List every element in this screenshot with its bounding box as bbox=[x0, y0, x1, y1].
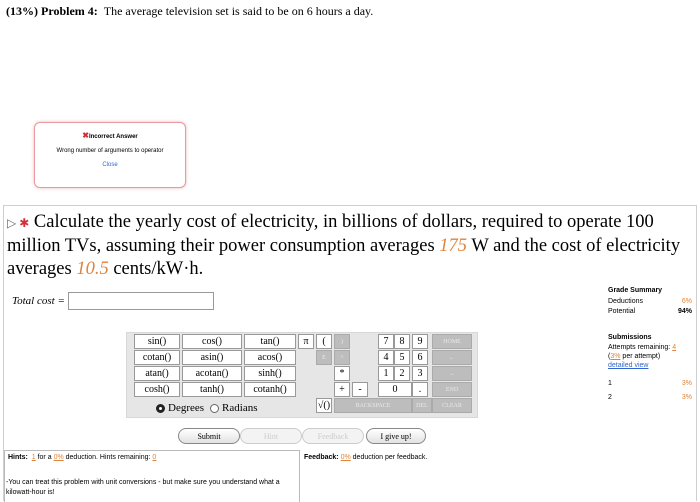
problem-statement: The average television set is said to be on 6 hours a day. bbox=[103, 4, 374, 18]
digit-key[interactable]: . bbox=[412, 382, 428, 397]
left-arrow-key[interactable]: ← bbox=[432, 350, 472, 365]
grade-potential-row: Potential 94% bbox=[608, 308, 692, 315]
sqrt-key[interactable]: √() bbox=[317, 400, 331, 411]
hints-count[interactable]: 1 bbox=[31, 454, 36, 461]
delete-key[interactable]: DEL bbox=[412, 398, 432, 413]
symbol-key[interactable]: ) bbox=[334, 334, 350, 349]
digit-key[interactable]: 5 bbox=[394, 350, 410, 365]
symbol-key[interactable]: + bbox=[334, 382, 350, 397]
function-key[interactable]: sin() bbox=[134, 334, 180, 349]
function-key[interactable]: acos() bbox=[244, 350, 296, 365]
submission-row: 2 3% bbox=[608, 394, 692, 401]
radians-radio[interactable] bbox=[210, 404, 219, 413]
hint-text: -You can treat this problem with unit conversions - but make sure you understand what a kilowatt-hour is! bbox=[6, 479, 280, 496]
clear-key[interactable]: CLEAR bbox=[432, 398, 472, 413]
degrees-radio[interactable] bbox=[156, 404, 165, 413]
function-key[interactable]: asin() bbox=[182, 350, 242, 365]
submit-button[interactable]: Submit bbox=[178, 428, 240, 444]
function-key[interactable]: atan() bbox=[134, 366, 180, 381]
problem-header bbox=[6, 4, 373, 19]
function-key[interactable]: tanh() bbox=[182, 382, 242, 397]
symbol-key[interactable]: - bbox=[352, 382, 368, 397]
right-arrow-key[interactable]: → bbox=[432, 366, 472, 381]
feedback-button[interactable]: Feedback bbox=[302, 428, 364, 444]
problem-weight: (13%) bbox=[6, 4, 38, 18]
attempts-remaining: Attempts remaining: 4 bbox=[608, 344, 677, 351]
symbol-key[interactable]: E bbox=[316, 350, 332, 365]
digit-key[interactable]: 1 bbox=[378, 366, 394, 381]
error-x-icon: ✖ bbox=[82, 131, 89, 140]
home-key[interactable]: HOME bbox=[432, 334, 472, 349]
function-key[interactable]: acotan() bbox=[182, 366, 242, 381]
angle-mode bbox=[156, 402, 258, 414]
function-key[interactable]: cosh() bbox=[134, 382, 180, 397]
degrees-label: Degrees bbox=[168, 402, 205, 414]
backspace-key[interactable]: BACKSPACE bbox=[334, 398, 412, 413]
hints-line: Hints: 1 for a 0% deduction. Hints remaining: 0 bbox=[8, 454, 157, 461]
symbol-key[interactable]: π bbox=[298, 334, 314, 349]
digit-key[interactable]: 9 bbox=[412, 334, 428, 349]
function-key[interactable]: tan() bbox=[244, 334, 296, 349]
function-key[interactable]: sinh() bbox=[244, 366, 296, 381]
answer-row bbox=[12, 292, 214, 310]
digit-key[interactable]: 4 bbox=[378, 350, 394, 365]
digit-key[interactable]: 8 bbox=[394, 334, 410, 349]
symbol-key[interactable]: ( bbox=[316, 334, 332, 349]
feedback-line: Feedback: 0% deduction per feedback. bbox=[304, 454, 428, 461]
hints-panel bbox=[4, 450, 300, 502]
hints-remaining: 0 bbox=[152, 454, 157, 461]
incorrect-answer-popup bbox=[34, 122, 186, 188]
question-text: ▷ ✱ Calculate the yearly cost of electricity, in billions of dollars, required to operate 100 million TVs, assuming their power consumption averages 175 W and the cost of electricity averages 10.5 cents/kW·h. bbox=[7, 212, 681, 279]
cost-value: 10.5 bbox=[76, 259, 109, 279]
submission-row: 1 3% bbox=[608, 380, 692, 387]
function-key[interactable]: cos() bbox=[182, 334, 242, 349]
radians-label: Radians bbox=[222, 402, 258, 414]
grade-summary-title: Grade Summary bbox=[608, 287, 663, 294]
give-up-button[interactable]: I give up! bbox=[366, 428, 426, 444]
function-key[interactable]: cotan() bbox=[134, 350, 180, 365]
incorrect-star-icon: ✱ bbox=[19, 216, 30, 230]
digit-key[interactable]: 0 bbox=[378, 382, 412, 397]
digit-key[interactable]: 6 bbox=[412, 350, 428, 365]
play-icon[interactable]: ▷ bbox=[7, 216, 17, 230]
digit-key[interactable]: 3 bbox=[412, 366, 428, 381]
symbol-key[interactable]: ^ bbox=[334, 350, 350, 365]
digit-key[interactable]: 2 bbox=[394, 366, 410, 381]
digit-key[interactable]: 7 bbox=[378, 334, 394, 349]
grade-deductions-row: Deductions 6% bbox=[608, 298, 692, 305]
power-value: 175 bbox=[439, 236, 468, 256]
end-key[interactable]: END bbox=[432, 382, 472, 397]
submissions-title: Submissions bbox=[608, 334, 652, 341]
popup-title: ✖Incorrect Answer bbox=[82, 131, 138, 140]
symbol-key[interactable]: * bbox=[334, 366, 350, 381]
popup-message: Wrong number of arguments to operator bbox=[56, 148, 164, 154]
per-attempt: (3% per attempt) bbox=[608, 353, 661, 360]
hint-button[interactable]: Hint bbox=[240, 428, 302, 444]
answer-label: Total cost = bbox=[12, 295, 65, 307]
function-key[interactable]: cotanh() bbox=[244, 382, 296, 397]
popup-close-link[interactable]: Close bbox=[102, 162, 118, 168]
total-cost-input[interactable] bbox=[68, 292, 214, 310]
detailed-view-link[interactable]: detailed view bbox=[608, 362, 649, 369]
problem-label: Problem 4: bbox=[41, 4, 98, 18]
